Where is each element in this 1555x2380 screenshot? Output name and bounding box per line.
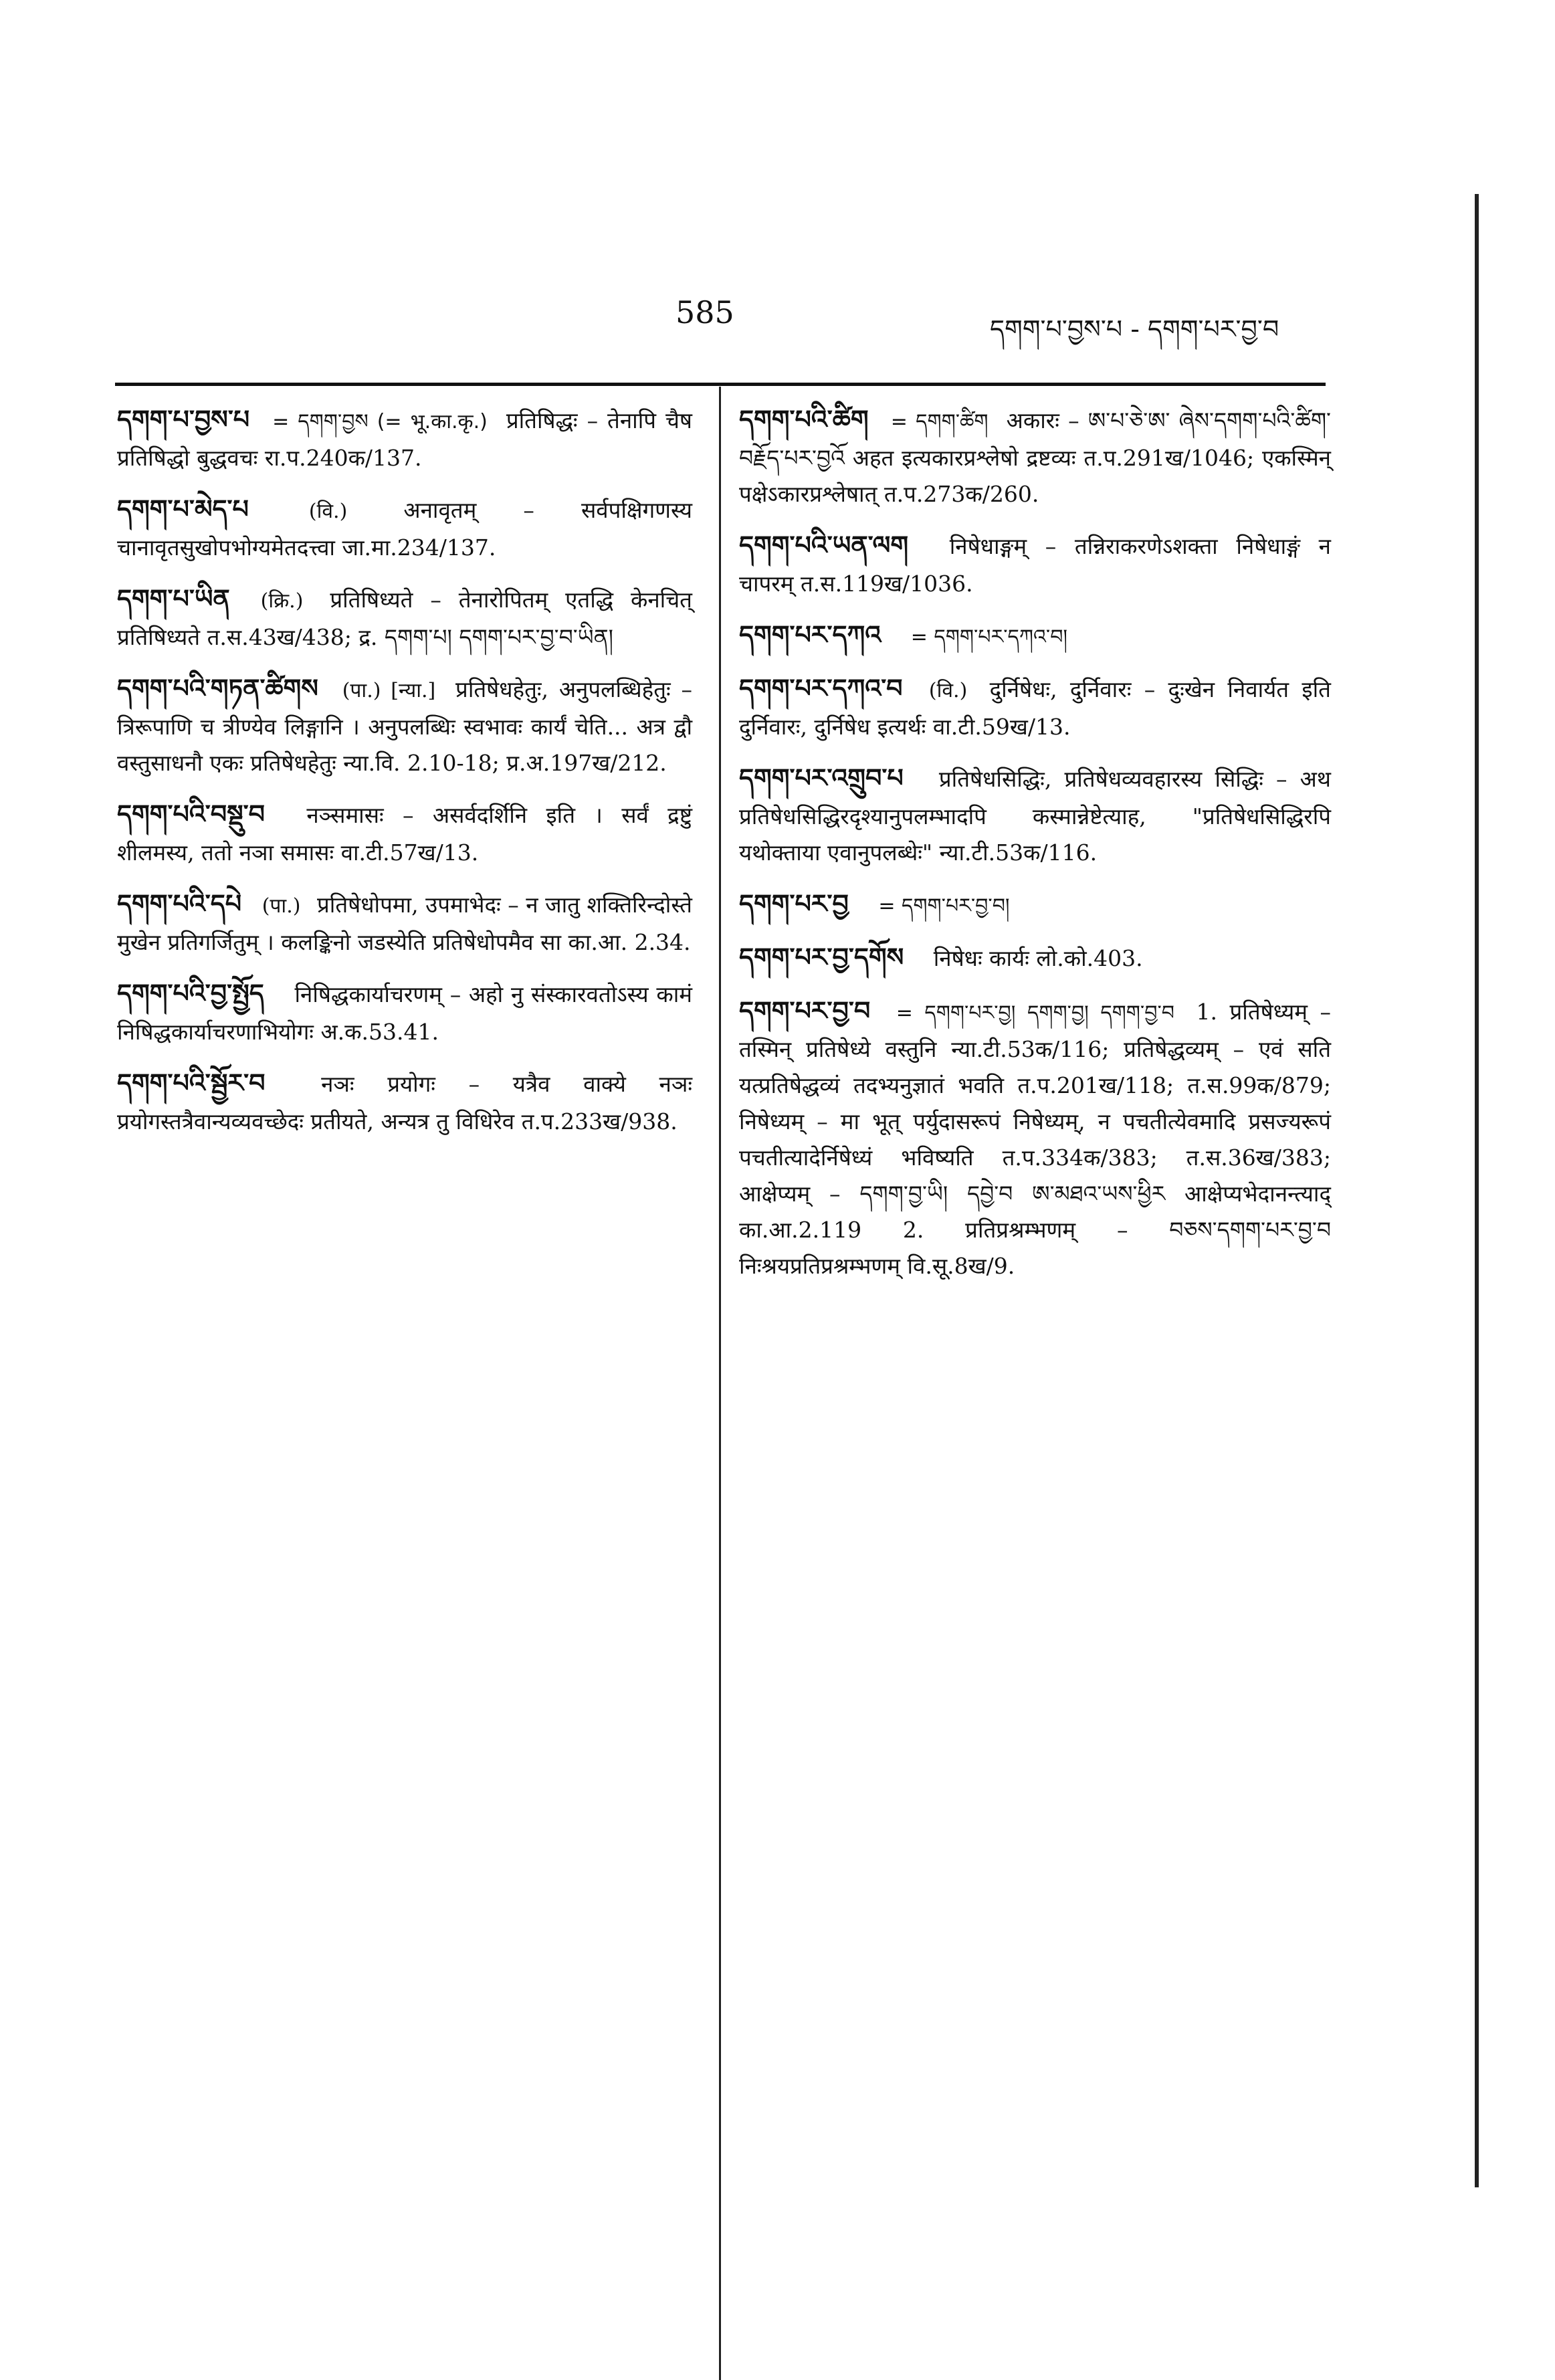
entry-gloss: (वि.) [928,679,968,702]
page-edge-line [1475,194,1479,2187]
headword: དགག་པར་བྱ [739,889,849,918]
dictionary-entry [739,886,1331,924]
entry-gloss: (पा.) [262,894,301,918]
dictionary-entry [739,670,1331,745]
entry-text: अनावृतम् – सर्वपक्षिगणस्य चानावृतसुखोपभोग्यमेतदत्त्वा जा.मा.234/137. [117,497,692,561]
left-column [117,401,692,1155]
entry-text: = དགག་པར་བྱ་བ། [878,894,1010,918]
entry-text: नञः प्रयोगः – यत्रैव वाक्ये नञः प्रयोगस्तत्रैवान्यव्यवच्छेदः प्रतीयते, अन्यत्र तु विधिरेव त.प.233ख/938. [117,1071,692,1134]
column-divider [719,387,721,2380]
entry-text: नञ्समासः – असर्वदर्शिनि इति । सर्वं द्रष्टुं शीलमस्य, ततो नञा समासः वा.टी.57ख/13. [117,802,692,866]
dictionary-entry [117,581,692,656]
entry-text: प्रतिषेधसिद्धिः, प्रतिषेधव्यवहारस्य सिद्धिः – अथ प्रतिषेधसिद्धिरदृश्यानुपलम्भादपि कस्मान्नेष्टेत्याह, "प्रतिषेधसिद्धिरपि यथोक्ताया एवानुपलब्धेः" न्या.टी.53क/116. [739,766,1331,866]
right-column [739,401,1331,1299]
entry-text: निषिद्धकार्याचरणम् – अहो नु संस्कारवतोऽस्य कामं निषिद्धकार्याचरणाभियोगः अ.क.53.41. [117,981,692,1045]
entry-gloss: (पा.) [न्या.] [342,679,436,702]
entry-gloss: (क्रि.) [260,589,304,613]
entry-text: निषेधः कार्यः लो.को.403. [933,945,1143,971]
headword: དགག་པའི་ཡན་ལག [739,530,909,560]
headword: དགག་པ་ཡིན [117,584,230,613]
entry-gloss: = དགག་བྱས (= भू.का.कृ.) [272,410,488,433]
header-rule [115,383,1326,386]
entry-gloss: = དགག་པར་བྱ། དགག་བྱ། དགག་བྱ་བ [896,1001,1174,1025]
headword: དགག་པར་བྱ་དགོས [739,943,904,972]
dictionary-entry [117,491,692,566]
headword: དགག་པའི་སྦྱོར་བ [117,1068,266,1098]
headword: དགག་པའི་བསྡུ་བ [117,799,265,829]
dictionary-entry [117,670,692,781]
entry-text: निषेधाङ्गम् – तन्निराकरणेऽशक्ता निषेधाङ्गं न चापरम् त.स.119ख/1036. [739,533,1331,597]
entry-text: प्रतिषेधहेतुः, अनुपलब्धिहेतुः – त्रिरूपाणि च त्रीण्येव लिङ्गानि । अनुपलब्धिः स्वभावः कार्यं चेति... अत्र द्वौ वस्तुसाधनौ एकः प्रतिषेधहेतुः न्या.वि. 2.10-18; प्र.अ.197ख/212. [117,676,692,776]
headword: དགག་པར་དཀའ [739,620,882,650]
page-number: 585 [676,294,734,330]
headword: དགག་པའི་བྱ་སྤྱོད [117,979,264,1008]
entry-text: अकारः – ཨ་པ་ཅེ་ཨ་ ཞེས་དགག་པའི་ཚིག་བརྗོད་པར་བྱའོ अहत इत्यकारप्रश्लेषो द्रष्टव्यः त.प.291ख/1046; एकस्मिन् पक्षेऽकारप्रश्लेषात् त.प.273क/260. [739,407,1331,507]
headword: དགག་པའི་དཔེ [117,889,242,918]
dictionary-entry [117,886,692,961]
entry-text: 1. प्रतिषेध्यम् – तस्मिन् प्रतिषेध्ये वस्तुनि न्या.टी.53क/116; प्रतिषेद्धव्यम् – एवं सति यत्प्रतिषेद्धव्यं तदभ्यनुज्ञातं भवति त.प.201ख/118; त.स.99क/879; निषेध्यम् – मा भूत् पर्युदासरूपं निषेध्यम्, न पचतीत्येवमादि प्रसज्यरूपं पचतीत्यादेर्निषेध्यं भविष्यति त.प.334क/383; त.स.36ख/383; आक्षेप्यम् – དགག་བྱ་ཡི། དབྱེ་བ ཨ་མཐའ་ཡས་ཕྱིར आक्षेप्यभेदानन्त्याद् का.आ.2.119 2. प्रतिप्रश्रम्भणम् – བཅས་དགག་པར་བྱ་བ निःश्रयप्रतिप्रश्रम्भणम् वि.सू.8ख/9. [739,999,1331,1279]
headword: དགག་པའི་ཚིག [739,405,869,434]
dictionary-entry [739,527,1331,602]
entry-text: प्रतिषिध्यते – तेनारोपितम् एतद्धि केनचित् प्रतिषिध्यते त.स.43ख/438; द्र. དགག་པ། དགག་པར་བྱ་བ་ཡིན། [117,587,692,650]
entry-text: दुर्निषेधः, दुर्निवारः – दुःखेन निवार्यत इति दुर्निवारः, दुर्निषेध इत्यर्थः वा.टी.59ख/13. [739,676,1331,740]
headword: དགག་པར་དཀའ་བ [739,674,903,703]
dictionary-entry [739,617,1331,656]
running-head: དགག་པ་བྱས་པ - དགག་པར་བྱ་བ [990,314,1279,344]
entry-gloss: = དགག་ཚིག [890,410,989,433]
headword: དགག་པའི་གཏན་ཚིགས [117,674,318,703]
headword: དགག་པར་བྱ་བ [739,996,871,1025]
headword: དགག་པ་མེད་པ [117,494,249,524]
entry-text: = དགག་པར་དཀའ་བ། [910,625,1068,649]
dictionary-entry [739,993,1331,1284]
dictionary-entry [739,401,1331,512]
dictionary-entry [117,796,692,871]
dictionary-entry [739,760,1331,871]
headword: དགག་པར་འགྲུབ་པ [739,763,904,793]
dictionary-entry [117,401,692,476]
dictionary-entry [117,1065,692,1140]
entry-gloss: (वि.) [308,500,348,523]
entry-text: प्रतिषिद्धः – तेनापि चैष प्रतिषिद्धो बुद्धवचः रा.प.240क/137. [117,407,693,471]
entry-text: प्रतिषेधोपमा, उपमाभेदः – न जातु शक्तिरिन्दोस्ते मुखेन प्रतिगर्जितुम् । कलङ्किनो जडस्येति प्रतिषेधोपमैव सा का.आ. 2.34. [117,892,692,955]
dictionary-entry [117,975,692,1050]
dictionary-entry [739,939,1331,978]
headword: དགག་པ་བྱས་པ [117,405,250,434]
